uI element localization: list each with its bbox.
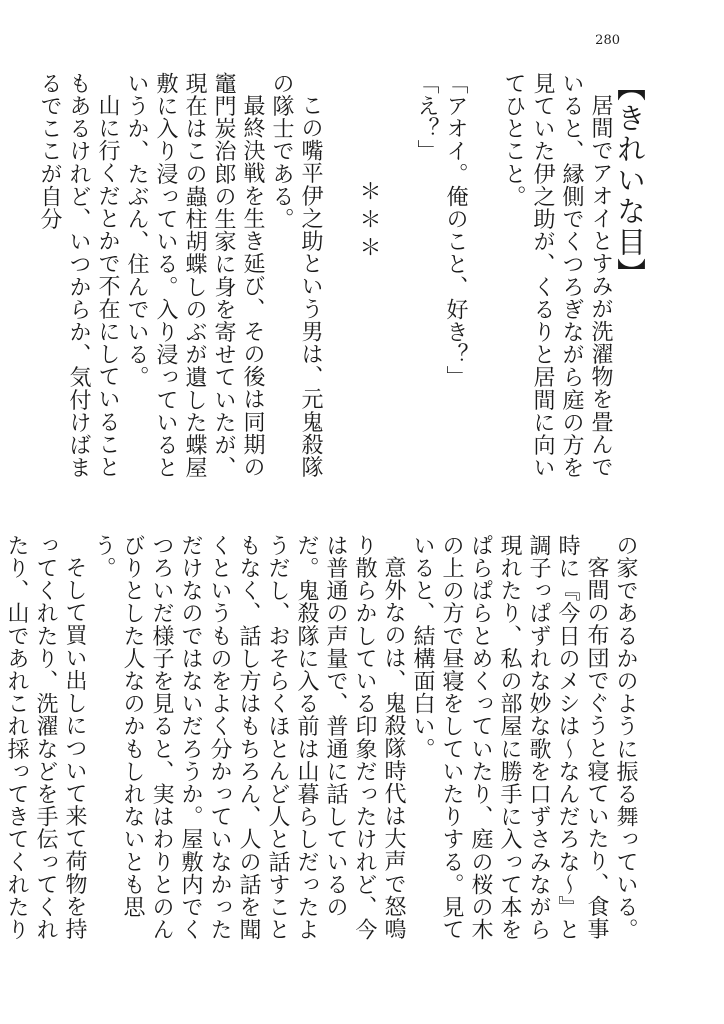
- paragraph: 客間の布団でぐうと寝ていたり、食事時に『今日のメシは～なんだろな～』と調子っぱずれな妙な歌を口ずさみながら現れたり、私の部屋に勝手に入って本をぱらぱらとめくっていたり、庭の桜の木の上の方で昼寝をしていたりする。見ていると、結構面白い。: [410, 534, 609, 941]
- paragraph: 山に行くだとかで不在にしていることもあるけれど、いつからか、気付けばまるでここが自分: [37, 72, 120, 479]
- lower-text-block: [4, 534, 640, 954]
- chapter-title: 【きれいな目】: [613, 72, 647, 289]
- scene-break: [354, 72, 383, 492]
- paragraph: そして買い出しについて来て荷物を持ってくれたり、洗濯などを手伝ってくれたり、山であれこれ採ってきてくれたり: [4, 534, 87, 941]
- paragraph: この嘴平伊之助という男は、元鬼殺隊の隊士である。: [269, 72, 323, 479]
- blank-line: [470, 72, 499, 492]
- page-number: 280: [595, 33, 620, 48]
- dialogue-line: 「え？」: [414, 72, 439, 163]
- scene-break-stars: ＊＊＊: [356, 180, 381, 264]
- blank-line: [383, 72, 412, 492]
- dialogue-line: 「アオイ。俺のこと、好き？」: [443, 72, 468, 389]
- upper-text-block: [37, 72, 647, 492]
- paragraph: 居間でアオイとすみが洗濯物を畳んでいると、縁側でくつろぎながら庭の方を見ていた伊之助が、くるりと居間に向いてひとこと。: [501, 72, 613, 479]
- blank-line: [325, 72, 354, 492]
- paragraph: 意外なのは、鬼殺隊時代は大声で怒鳴り散らかしている印象だったけれど、今は普通の声量で、普通に話しているのだ。鬼殺隊に入る前は山暮らしだったようだし、おそらくほとんど人と話すこともなく、話し方はもちろん、人の話を聞くというものをよく分かっていなかっただけなのではないだろうか。屋敷内でくつろいだ様子を見ると、実はわりとのんびりとした人なのかもしれないとも思う。: [91, 534, 406, 941]
- paragraph: 最終決戦を生き延び、その後は同期の竈門炭治郎の生家に身を寄せていたが、現在はこの蟲柱胡蝶しのぶが遺した蝶屋敷に入り浸っている。入り浸っているというか、たぶん、住んでいる。: [124, 72, 265, 479]
- paragraph-continuation: の家であるかのように振る舞っている。: [613, 534, 638, 941]
